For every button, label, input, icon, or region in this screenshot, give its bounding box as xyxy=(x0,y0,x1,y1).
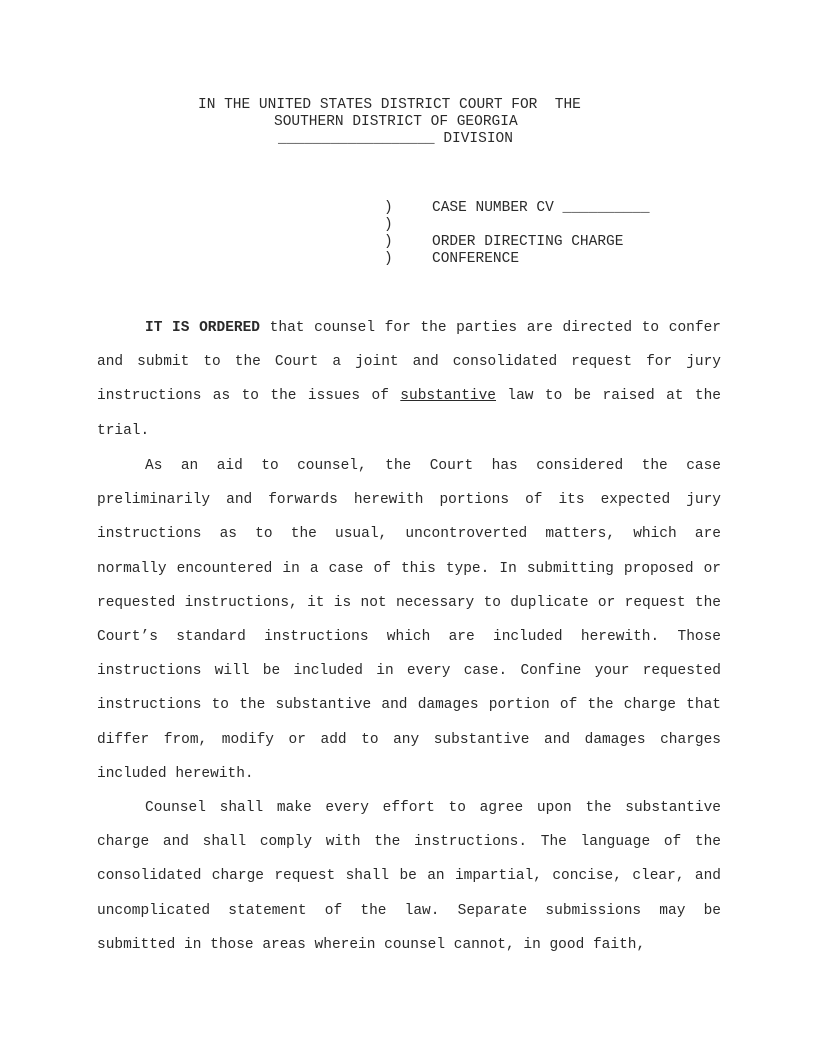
caption-paren: ) xyxy=(384,217,393,233)
paragraph-2: As an aid to counsel, the Court has considered the case preliminarily and forwards herewith portions of its expected jury instructions as to the usual, uncontroverted matters, which are normally encountered in a case of this type. In submitting proposed or requested instructions, it is not necessary to duplicate or request the Court’s standard instructions which are included herewith. Those instructions will be included in every case. Confine your requested instructions to the substantive and damages portion of the charge that differ from, modify or add to any substantive and damages charges included herewith. xyxy=(97,458,721,782)
court-heading-line-2: SOUTHERN DISTRICT OF GEORGIA xyxy=(274,114,518,130)
paragraph-3: Counsel shall make every effort to agree upon the substantive charge and shall comply with the instructions. The language of the consolidated charge request shall be an impartial, concise, clear, and uncomplicated statement of the law. Separate submissions may be submitted in those areas wherein counsel cannot, in good faith, xyxy=(97,800,721,953)
paragraph-1-text-a: that counsel for the parties are directed to confer and submit to the Court a joint and consolidated request for jury instructions as to the issues of xyxy=(97,320,721,405)
court-heading-division: __________________ DIVISION xyxy=(278,131,513,147)
caption-right-column xyxy=(432,200,650,268)
caption-paren: ) xyxy=(384,234,393,250)
order-title-line-2: CONFERENCE xyxy=(432,251,520,267)
case-number: CASE NUMBER CV __________ xyxy=(432,200,650,216)
court-heading-line-1: IN THE UNITED STATES DISTRICT COURT FOR THE xyxy=(198,97,581,113)
paragraph-1 xyxy=(97,311,721,448)
it-is-ordered: IT IS ORDERED xyxy=(145,320,261,336)
caption-paren: ) xyxy=(384,200,393,216)
paragraph-1-text-b: law to be raised at the trial. xyxy=(97,388,721,439)
order-title-line-1: ORDER DIRECTING CHARGE xyxy=(432,234,624,250)
caption-parentheses xyxy=(384,200,393,268)
substantive-underlined: substantive xyxy=(400,388,497,405)
caption-paren: ) xyxy=(384,251,393,267)
